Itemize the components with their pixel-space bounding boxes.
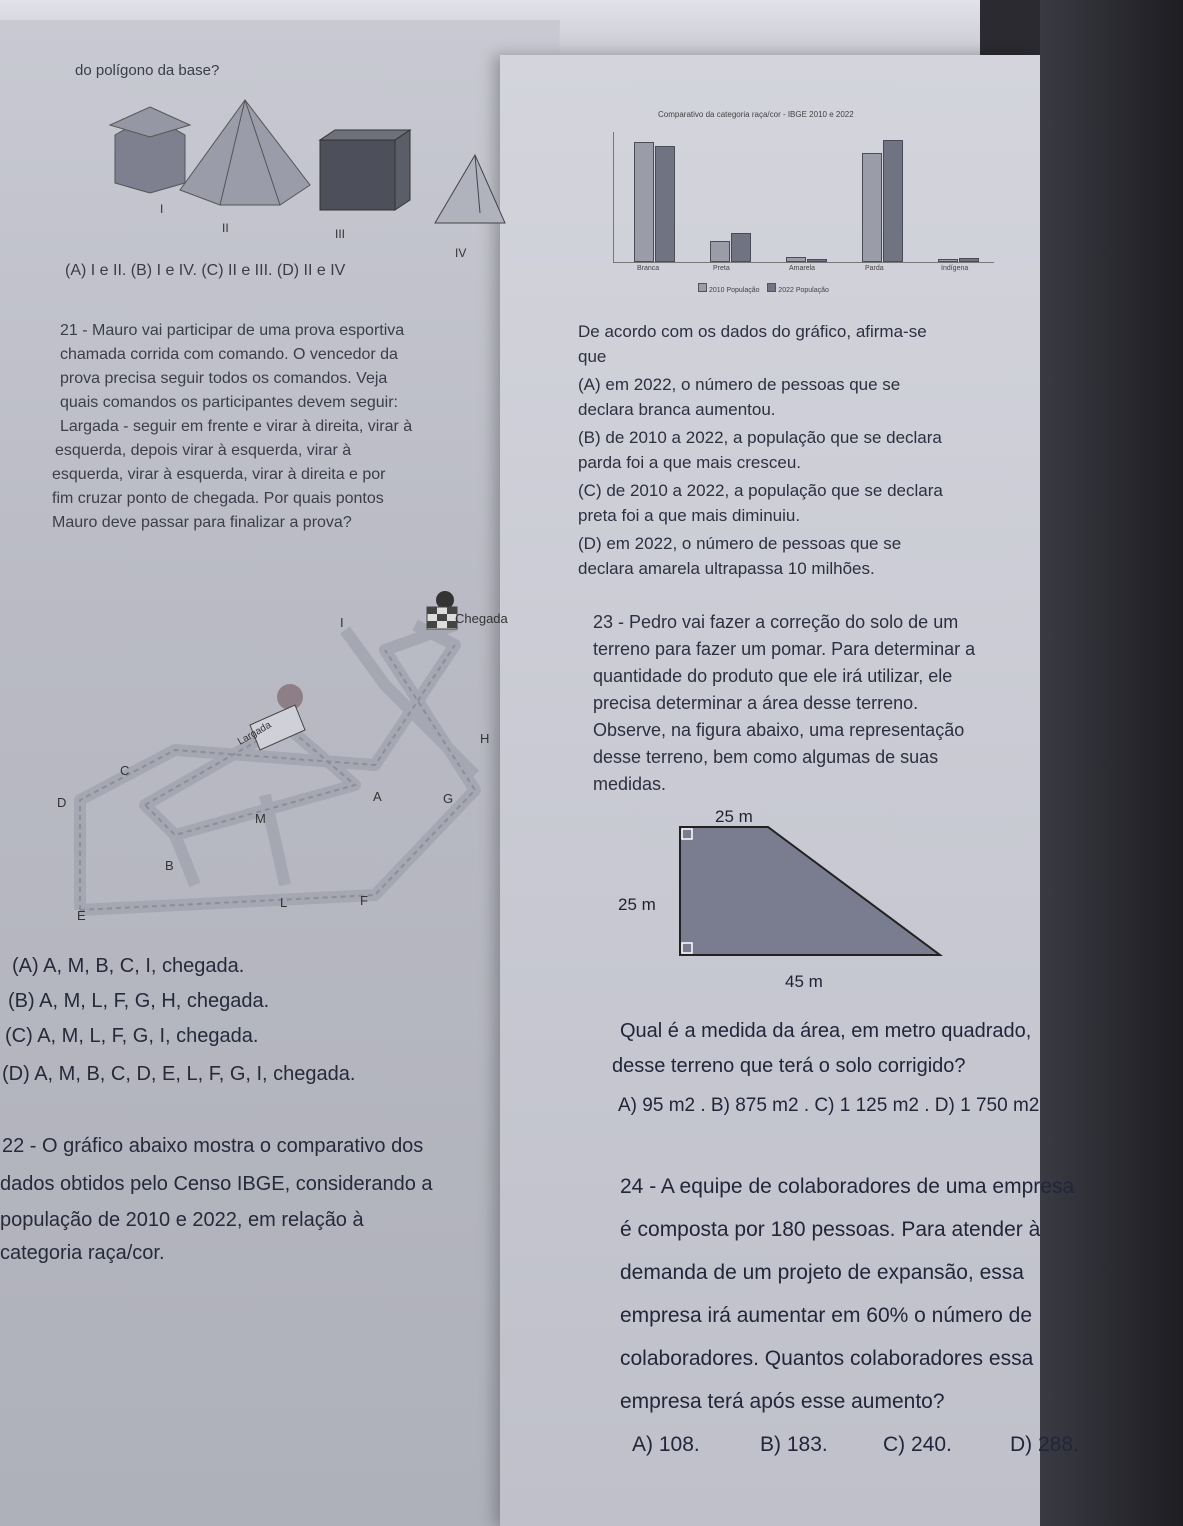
q24-line: colaboradores. Quantos colaboradores essa [620,1347,1034,1370]
q23-line: 23 - Pedro vai fazer a correção do solo de um [593,612,959,632]
legend-2022-label: 2022 População [778,287,829,294]
q24-line: 24 - A equipe de colaboradores de uma empresa [620,1175,1075,1198]
bar-indígena-2022 [959,258,979,262]
bar-parda-2022 [883,140,903,262]
q22-line: 22 - O gráfico abaixo mostra o comparativo dos [2,1135,424,1157]
q24-line: é composta por 180 pessoas. Para atender à [620,1218,1041,1241]
solid-ii-icon [180,100,310,205]
map-label-b: B [165,858,174,873]
legend-2022-swatch [767,283,776,292]
bar-branca-2022 [655,146,675,262]
q22-line: população de 2010 e 2022, em relação à [0,1209,364,1231]
q23-line: Observe, na figura abaixo, uma representação [593,720,965,740]
chegada-flag-icon [427,591,457,629]
q24-option-b[interactable]: B) 183. [760,1433,828,1456]
bar-amarela-2022 [807,259,827,262]
left-side-label: 25 m [618,895,656,914]
x-tick-label: Amarela [789,265,816,272]
map-label-largada: Largada [236,719,274,748]
q21-line: esquerda, virar à esquerda, virar à direita e por [52,466,386,483]
q21-line: Largada - seguir em frente e virar à direita, virar à [60,418,413,435]
q22-option-c[interactable]: (C) de 2010 a 2022, a população que se declara [578,481,943,500]
map-label-e: E [77,908,86,923]
q22-option-a-line2: declara branca aumentou. [578,400,776,419]
label-i: I [160,202,164,216]
map-label-a: A [373,789,382,804]
q21-option-a[interactable]: (A) A, M, B, C, I, chegada. [12,955,245,977]
map-label-i: I [340,615,344,630]
bar-amarela-2010 [786,257,806,262]
map-label-l: L [280,895,288,910]
q22-option-b[interactable]: (B) de 2010 a 2022, a população que se declara [578,428,942,447]
dark-background [1040,0,1183,1526]
legend-2010-label: 2010 População [708,287,760,294]
map-label-chegada: Chegada [455,611,508,626]
label-iii: III [335,227,346,241]
q22-option-d-line2: declara amarela ultrapassa 10 milhões. [578,559,875,578]
q23-line: precisa determinar a área desse terreno. [593,693,919,713]
map-label-m: M [255,811,266,826]
q24-option-c[interactable]: C) 240. [883,1433,952,1456]
q23-question-2: desse terreno que terá o solo corrigido? [612,1055,966,1077]
q21-line: chamada corrida com comando. O vencedor da [60,346,398,363]
q22-stem-1: De acordo com os dados do gráfico, afirma-se [578,322,927,341]
q24-line: empresa terá após esse aumento? [620,1390,945,1413]
trapezoid-shape [680,827,940,955]
q23-line: medidas. [593,774,667,794]
route-map [55,585,535,925]
q22-option-c-line2: preta foi a que mais diminuiu. [578,506,801,525]
q22-option-d[interactable]: (D) em 2022, o número de pessoas que se [578,534,902,553]
bar-preta-2022 [731,233,751,262]
map-label-g: G [443,791,454,806]
q24-option-a[interactable]: A) 108. [632,1433,700,1456]
q23-line: terreno para fazer um pomar. Para determinar a [593,639,976,659]
q24-line: demanda de um projeto de expansão, essa [620,1261,1024,1284]
q24-option-d[interactable]: D) 288. [1010,1433,1079,1456]
label-iv: IV [455,246,467,260]
chart-x-labels [613,265,993,279]
solid-iv-icon [435,155,505,223]
bar-branca-2010 [634,142,654,262]
q21-line: fim cruzar ponto de chegada. Por quais pontos [52,490,384,507]
q21-line: 21 - Mauro vai participar de uma prova esportiva [60,322,405,339]
x-tick-label: Preta [713,265,730,272]
solids-figure [70,95,520,265]
q21-line: esquerda, depois virar à esquerda, virar à [55,442,352,459]
bar-parda-2010 [862,153,882,262]
label-ii: II [222,221,229,235]
chart-plot-area [613,132,994,263]
bar-indígena-2010 [938,259,958,262]
q23-options[interactable]: A) 95 m2 . B) 875 m2 . C) 1 125 m2 . D) 1 750 m2 [618,1095,1040,1116]
x-tick-label: Indígena [941,265,969,272]
q21-line: Mauro deve passar para finalizar a prova? [52,514,352,531]
solid-i-icon [110,107,190,193]
map-label-d: D [57,795,67,810]
trapezoid-figure [610,805,970,1000]
q23-line: quantidade do produto que ele irá utilizar, ele [593,666,953,686]
q20-options: (A) I e II. (B) I e IV. (C) II e III. (D) II e IV [65,262,346,279]
q22-line: dados obtidos pelo Censo IBGE, considerando a [0,1173,433,1195]
x-tick-label: Parda [865,265,884,272]
q24-line: empresa irá aumentar em 60% o número de [620,1304,1033,1327]
chart-title: Comparativo da categoria raça/cor - IBGE 2010 e 2022 [658,110,854,119]
chart-legend [698,283,829,294]
q23-question-1: Qual é a medida da área, em metro quadrado, [620,1020,1032,1042]
q22-option-b-line2: parda foi a que mais cresceu. [578,453,802,472]
census-chart [583,110,1003,305]
x-tick-label: Branca [637,265,660,272]
map-label-c: C [120,763,130,778]
map-label-f: F [360,893,368,908]
q22-line: categoria raça/cor. [0,1242,165,1264]
bar-preta-2010 [710,241,730,263]
q21-line: quais comandos os participantes devem seguir: [60,394,398,411]
q23-line: desse terreno, bem como algumas de suas [593,747,939,767]
legend-2010-swatch [698,283,707,292]
q20-text-end: do polígono da base? [75,62,220,79]
q21-line: prova precisa seguir todos os comandos. Veja [60,370,388,387]
q21-option-d[interactable]: (D) A, M, B, C, D, E, L, F, G, I, chegada. [2,1063,356,1085]
solid-iii-icon [320,130,410,210]
q21-option-b[interactable]: (B) A, M, L, F, G, H, chegada. [8,990,270,1012]
bottom-side-label: 45 m [785,972,823,991]
q22-option-a[interactable]: (A) em 2022, o número de pessoas que se [578,375,901,394]
q21-option-c[interactable]: (C) A, M, L, F, G, I, chegada. [5,1025,259,1047]
map-label-h: H [480,731,490,746]
top-side-label: 25 m [715,807,753,826]
q22-stem-2: que [578,347,607,366]
